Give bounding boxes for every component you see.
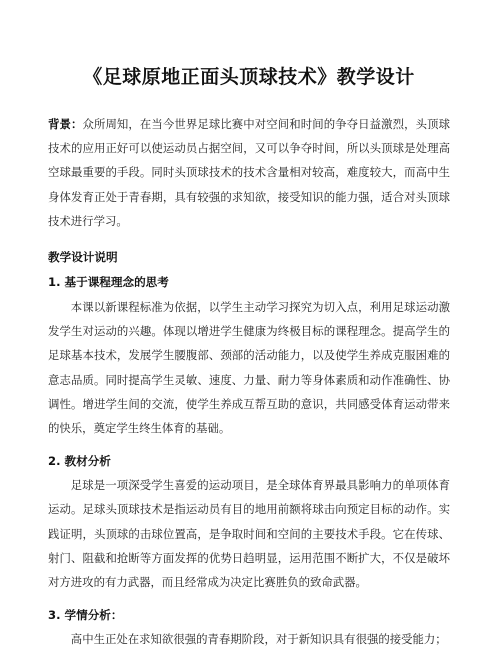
section-text-learners: 高中生正处在求知欲很强的青春期阶段，对于新知识具有很强的接受能力； (70, 632, 447, 647)
background-label: 背景： (48, 117, 83, 131)
section-text-textbook: 足球是一项深受学生喜爱的运动项目，是全球体育界最具影响力的单项体育运动。足球头顶球技术是指运动员有目的地用前额将球击向预定目标的动作。实践证明，头顶球的击球位置高，是争取时间和空间的主要技术手段。它在传球、射门、阻截和抢断等方面发挥的优势日趋明显，运用范围不断扩大，不仅是破坏对方进攻的有力武器，而且经常成为决定比赛胜负的致命武器。 (48, 478, 450, 590)
section-heading-learners: 3. 学情分析： (48, 608, 123, 623)
document-title: 《足球原地正面头顶球技术》教学设计 (83, 66, 415, 88)
background-text: 众所周知，在当今世界足球比赛中对空间和时间的争夺日益激烈，头顶球技术的应用正好可以使运动员占据空间，又可以争夺时间，所以头顶球是处理高空球最重要的手段。同时头顶球技术的技术含量相对较高，难度较大，而高中生身体发育正处于青春期，具有较强的求知欲，接受知识的能力强，适合对头顶球技术进行学习。 (48, 117, 450, 228)
section-heading-textbook: 2. 教材分析 (48, 454, 111, 469)
background-paragraph (48, 112, 450, 233)
design-notes-heading: 教学设计说明 (48, 250, 118, 265)
section-heading-philosophy: 1. 基于课程理念的思考 (48, 275, 169, 290)
section-text-philosophy: 本课以新课程标准为依据，以学生主动学习探究为切入点，利用足球运动激发学生对运动的兴趣。体现以增进学生健康为终极目标的课程理念。提高学生的足球基本技术，发展学生腰腹部、颈部的活动能力，以及使学生养成克服困难的意志品质。同时提高学生灵敏、速度、力量、耐力等身体素质和动作准确性、协调性。增进学生间的交流，使学生养成互帮互助的意识，共同感受体育运动带来的快乐，奠定学生终生体育的基础。 (48, 300, 450, 436)
